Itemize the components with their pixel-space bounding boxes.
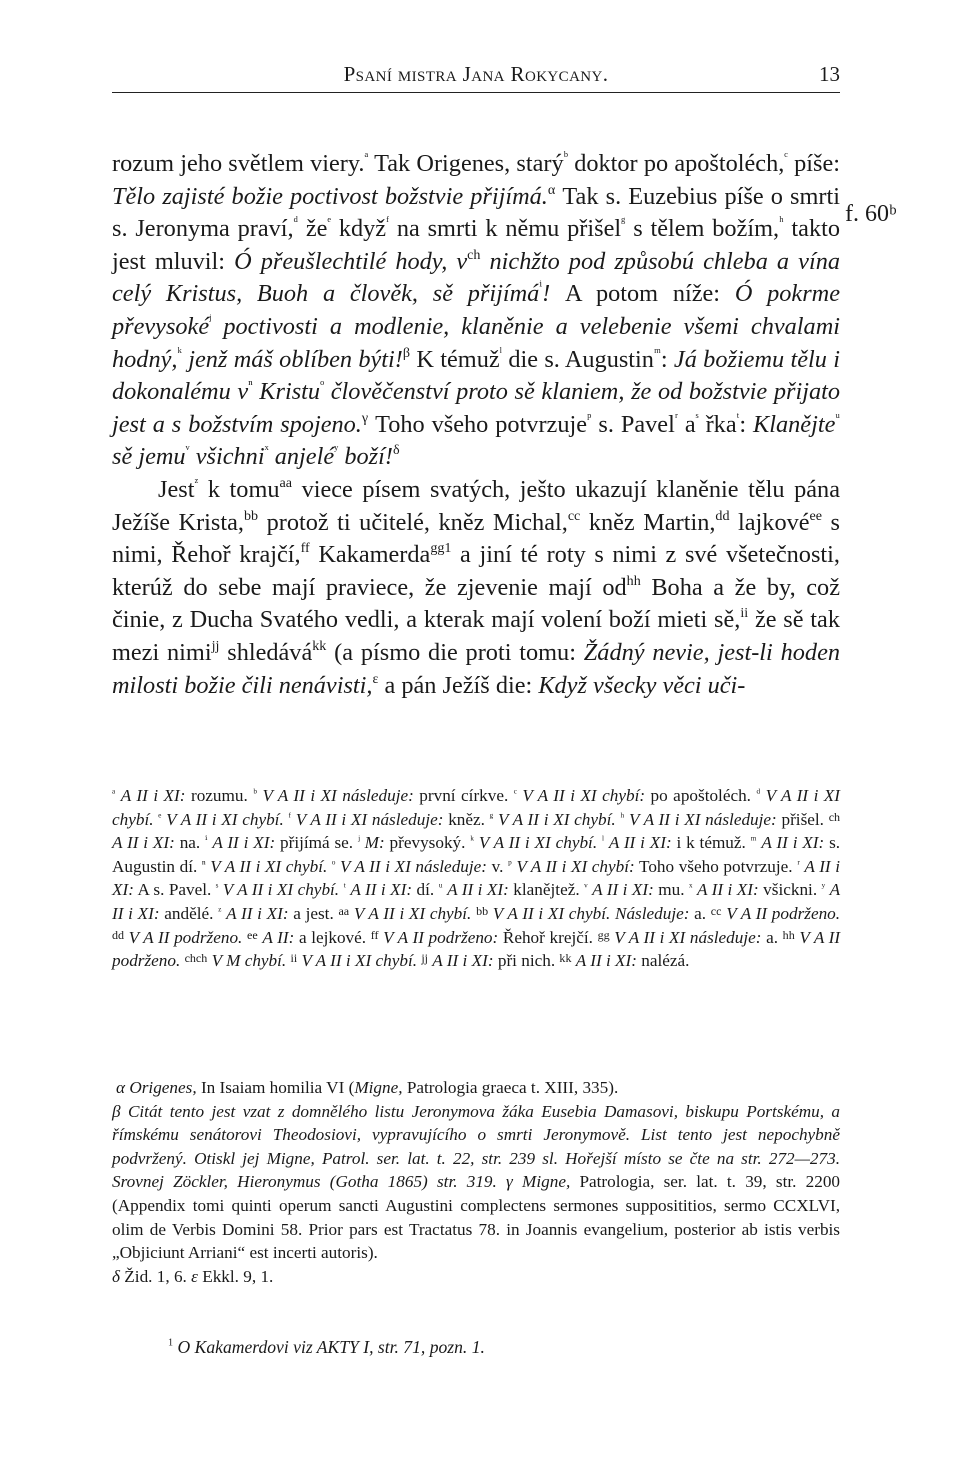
variant-siglum: A II i XI: — [120, 786, 186, 805]
variant-reading: i k témuž. — [671, 833, 751, 853]
footnote-text: O Kakamerdovi viz AKTY I, str. 71, pozn. 1. — [177, 1337, 485, 1357]
variant-reading: rozumu. — [185, 786, 254, 805]
variant-mark: ᵒ — [331, 856, 336, 871]
variant-mark: ʸ — [821, 880, 826, 895]
text: Jest — [158, 475, 195, 503]
note-mark: ᵒ — [320, 377, 325, 394]
running-header — [112, 62, 840, 93]
variant-mark: ff — [370, 927, 379, 942]
text: řka — [698, 410, 737, 438]
quote: Žádný nevie, jest-li hoden milosti božie čili nenávisti, — [112, 638, 841, 699]
comment-mark: γ — [506, 1172, 513, 1192]
variant-siglum: V A II i XI chybí. — [353, 903, 472, 923]
note-mark: ᵇ — [563, 148, 568, 165]
note-mark: ʲ — [209, 311, 212, 328]
variant-reading: při nich. — [493, 951, 560, 971]
variant-mark: ee — [246, 927, 258, 942]
text: a — [677, 410, 696, 438]
quote: Tělo zajisté božie poctivost božstvie přijímá. — [112, 182, 548, 210]
variant-reading: a jest. — [288, 903, 339, 923]
quote: nichžto pod způsobú chleba a vína celý Kristus, Buoh a člověk, sě přijímá — [112, 247, 840, 308]
note-mark: ˢ — [695, 409, 699, 426]
variant-reading: a. — [761, 927, 783, 947]
variant-reading: převysoký. — [384, 833, 471, 853]
comment-mark: ε — [191, 1266, 198, 1286]
note-mark: ᶻ — [194, 474, 199, 491]
main-text — [112, 148, 840, 702]
variant-mark: ᵘ — [438, 880, 443, 895]
comment-mark: δ — [392, 442, 400, 459]
variant-siglum: V A II podrženo. — [128, 927, 243, 947]
variant-mark: ⁱ — [205, 832, 208, 847]
variant-siglum: A II i XI: — [226, 903, 289, 923]
variant-mark: aa — [338, 903, 350, 918]
variant-mark: ˢ — [215, 880, 219, 895]
comment-mark: γ — [361, 409, 369, 426]
variant-siglum: V A II i XI následuje: — [339, 856, 488, 876]
text: a pán Ježíš die: — [378, 671, 539, 699]
comment-author: Migne, — [354, 1078, 403, 1097]
variant-siglum: V A II i XI následuje: — [629, 809, 777, 829]
quote: Ó pokrme převysoké — [112, 280, 840, 340]
variant-mark: jj — [421, 950, 428, 965]
variant-siglum: A II i XI: — [575, 951, 637, 971]
text: Tak Origenes, starý — [374, 150, 564, 177]
quote: boží! — [338, 443, 393, 471]
variant-siglum: A II i XI: — [592, 880, 654, 900]
variant-mark: hh — [782, 927, 795, 942]
comment-text: Patrologia graeca t. XIII, 335). — [402, 1078, 619, 1097]
variant-reading: v. — [487, 856, 508, 876]
note-mark: ˡ — [499, 344, 502, 361]
variant-siglum: V M chybí. — [211, 951, 287, 971]
note-mark: ˣ — [264, 442, 269, 459]
footnote-1 — [112, 1335, 840, 1359]
note-mark: ʳ — [674, 409, 678, 426]
variant-mark: ᵐ — [750, 832, 757, 847]
note-mark: ee — [809, 507, 823, 524]
variant-siglum: A II i XI: — [212, 833, 276, 853]
note-mark: dd — [715, 507, 730, 524]
variant-mark: ᶠ — [288, 809, 291, 824]
variant-mark: ˣ — [689, 880, 693, 895]
note-mark: ᵐ — [653, 344, 661, 361]
variant-mark: bb — [476, 903, 489, 918]
note-mark: ch — [467, 246, 481, 263]
variant-siglum: V A II i XI následuje: — [295, 809, 444, 829]
variant-siglum: A II i XI: — [112, 833, 175, 853]
variant-siglum: A II i XI: — [447, 880, 509, 900]
comment-mark: α — [547, 181, 556, 198]
variant-mark: ʳ — [797, 856, 800, 871]
quote: sě jemu — [112, 443, 186, 471]
comment-author: Migne, — [512, 1172, 571, 1192]
paragraph-1 — [112, 148, 840, 474]
quote: Klaněјte — [753, 410, 836, 438]
note-mark: ᵖ — [587, 409, 592, 426]
text: die s. Augustin — [502, 345, 654, 373]
quote: anjelé — [268, 443, 335, 471]
text: Toho všeho potvrzuje — [368, 410, 588, 438]
variant-reading: Toho všeho potvrzuje. — [634, 856, 798, 876]
note-mark: ʰ — [779, 214, 784, 231]
variant-siglum: A II i XI: — [112, 880, 841, 923]
variant-siglum: A II i XI: — [350, 880, 413, 900]
comment-text: Patrologia, ser. lat. t. 39, str. 2200 (Appendix tomi quinti operum sancti Augustini complectens sermones supposititios, sermo CCXLVI, olim de Verbis Domini 58. Prior pars est Tractatus 78. in Joannis evangelium, posterior ab istis verbis „Objiciunt Arriani“ est incerti autoris). — [112, 1172, 841, 1263]
variant-siglum: M: — [364, 833, 385, 853]
variant-mark: ᵇ — [253, 785, 257, 800]
variant-mark: ch — [828, 809, 841, 824]
note-mark: ᶜ — [784, 148, 788, 165]
variant-siglum: V A II i XI chybí. — [222, 880, 340, 900]
variant-reading: andělé. — [159, 903, 219, 923]
paragraph-2 — [112, 474, 840, 702]
text: doktor po apoštoléch, — [574, 150, 785, 177]
comment-beta-gamma — [112, 1100, 840, 1265]
text: Tak s. Euzebius píše o smrti s. Jeronyma praví, — [112, 182, 840, 243]
text: že sě tak mezi nimi — [112, 606, 840, 666]
comment-mark: α — [116, 1078, 126, 1097]
variant-mark: ᵖ — [507, 856, 512, 871]
variant-reading: všickni. — [758, 880, 822, 900]
text: kněz Martin, — [580, 508, 716, 536]
margin-folio-note: f. 60ᵇ — [845, 201, 897, 227]
quote: Kristu — [252, 378, 321, 406]
variant-mark: ᵃ — [112, 785, 116, 800]
variant-siglum: V A II podrženo. — [726, 903, 841, 923]
variant-siglum: V A II i XI chybí. — [112, 786, 841, 829]
variant-mark: ᵍ — [489, 809, 494, 824]
note-mark: cc — [567, 507, 581, 524]
variant-siglum: A II i XI: — [608, 833, 672, 853]
variant-siglum: V A II i XI chybí. — [498, 809, 616, 829]
note-mark: gg1 — [430, 539, 452, 556]
text: rozum jeho světlem viery. — [112, 150, 365, 177]
comment-text: In Isaiam homilia VI ( — [196, 1078, 355, 1097]
text: že — [298, 215, 328, 243]
text: (a písmo die proti tomu: — [326, 638, 584, 666]
variant-reading: s. Augustin dí. — [112, 833, 841, 876]
variant-mark: dd — [112, 927, 125, 942]
commentary-notes — [112, 1076, 840, 1288]
note-mark: aa — [279, 474, 293, 491]
text: s nimi, Řehoř krajčí, — [112, 508, 841, 569]
note-mark: ᵘ — [835, 409, 840, 426]
variant-reading: a. — [689, 903, 711, 923]
text: shledává — [219, 638, 313, 666]
variant-mark: ᵈ — [756, 785, 761, 800]
text: : — [660, 345, 674, 373]
variant-siglum: V A II i XI chybí. — [166, 809, 284, 829]
comment-text: Žid. 1, 6. — [120, 1266, 192, 1286]
comment-text: Ekkl. 9, 1. — [197, 1266, 274, 1286]
comment-mark: β — [112, 1101, 121, 1121]
variant-mark: ᵉ — [158, 809, 162, 824]
quote: poctivosti a modlenie, klaněnie a velebenie všemi chvalami hodný, — [112, 312, 840, 373]
textual-variants — [112, 784, 840, 973]
running-title: Psaní mistra Jana Rokycany. — [343, 62, 609, 86]
text: viece písem svatých, ješto ukazují klaněnie tělu pána Ježíše Krista, — [112, 475, 840, 536]
text: s. Pavel — [591, 410, 675, 438]
text: takto jest mluvil: — [112, 215, 841, 275]
note-mark: hh — [626, 572, 641, 589]
text: : — [739, 410, 754, 438]
page-number: 13 — [819, 62, 840, 86]
variant-siglum: V A II i XI chybí: — [522, 786, 646, 805]
variant-siglum: V A II podrženo: — [383, 927, 499, 947]
note-mark: ᶠ — [386, 214, 390, 231]
variant-reading: A s. Pavel. — [133, 880, 216, 900]
text: na smrti k němu přišel — [389, 215, 622, 243]
variant-siglum: A II i XI: — [432, 951, 494, 971]
quote: Když všecky věci uči- — [538, 671, 746, 699]
note-mark: ᵛ — [185, 442, 190, 459]
text: píše: — [787, 150, 840, 177]
note-mark: ᵗ — [736, 409, 740, 426]
note-mark: ᵉ — [327, 214, 332, 231]
variant-mark: ii — [290, 950, 298, 965]
quote: Ó přeušlechtilé hody, v — [234, 247, 468, 275]
variant-siglum: V A II i XI chybí: — [516, 856, 635, 876]
comment-alpha — [112, 1076, 840, 1100]
text: k tomu — [198, 475, 280, 503]
text: protož ti učitelé, kněz Michal, — [258, 508, 568, 536]
variant-reading: přišel. — [776, 809, 829, 829]
variant-reading: dí. — [412, 880, 439, 900]
variant-mark: ⁿ — [201, 856, 206, 871]
variant-siglum: V A II i XI chybí. — [210, 856, 328, 876]
note-mark: ᵈ — [293, 214, 299, 231]
note-mark: kk — [312, 637, 327, 654]
note-mark: ᵃ — [364, 148, 369, 165]
quote: člověčenství proto sě klaniem, že od božstvie přijato jest a s božstvím spojeno. — [112, 378, 840, 438]
text: s tělem božím, — [625, 215, 780, 243]
footnote-mark: 1 — [168, 1337, 174, 1349]
variant-siglum: A II i XI: — [112, 856, 841, 900]
variant-reading: mu. — [653, 880, 690, 900]
note-mark: ⁿ — [248, 377, 253, 394]
text: Boha a že by, což činie, z Ducha Svatého vedli, a kterak mají volení boží mieti sě, — [112, 573, 840, 634]
text: K témuž — [410, 345, 500, 373]
variant-mark: kk — [559, 950, 572, 965]
text: lajkové — [729, 508, 810, 536]
space — [497, 1172, 506, 1191]
variant-reading: a lejkové. — [294, 927, 371, 947]
variant-siglum: V A II i XI chybí. Následuje: — [492, 903, 690, 923]
comment-mark: δ — [112, 1266, 120, 1286]
variant-reading: na. — [174, 833, 206, 853]
note-mark: ff — [300, 539, 310, 556]
variant-reading: Řehoř krejčí. — [498, 927, 598, 947]
text: A potom níže: — [565, 280, 735, 308]
variant-reading: kněz. — [443, 809, 490, 829]
comment-mark: ε — [372, 670, 379, 687]
variant-siglum: A II: — [262, 927, 295, 947]
note-mark: ⁱ — [539, 279, 543, 296]
variant-siglum: A II i XI: — [761, 833, 825, 853]
variant-mark: ᵏ — [470, 832, 475, 847]
variant-mark: chch — [184, 950, 208, 965]
note-mark: ᵏ — [177, 344, 182, 361]
text: když — [331, 215, 387, 243]
variant-mark: gg — [597, 927, 610, 942]
variant-siglum: V A II i XI chybí. — [478, 833, 598, 853]
variant-mark: ˡ — [601, 832, 604, 847]
variant-siglum: V A II i XI následuje: — [262, 786, 414, 805]
note-mark: ᵍ — [621, 214, 626, 231]
note-mark: ii — [740, 605, 749, 622]
note-mark: bb — [243, 507, 259, 524]
text: Kakamerda — [309, 541, 431, 569]
variant-mark: cc — [710, 903, 722, 918]
variant-mark: ᵛ — [584, 880, 588, 895]
quote: jenž máš oblíben býti! — [181, 345, 403, 373]
quote: Já božiemu tělu i dokonalému v — [112, 345, 840, 406]
variant-reading: přijímá se. — [275, 833, 358, 853]
variants-paragraph — [112, 784, 840, 973]
comment-mark: β — [402, 344, 411, 361]
variant-mark: ʰ — [620, 809, 625, 824]
comment-author: Origenes, — [125, 1078, 197, 1097]
variant-siglum: V A II i XI následuje: — [614, 927, 762, 947]
note-mark: ʸ — [334, 442, 339, 459]
variant-reading: klaněјtež. — [508, 880, 585, 900]
comment-delta-epsilon — [112, 1265, 840, 1289]
footnote — [112, 1335, 840, 1359]
variant-mark: ᶻ — [218, 903, 222, 918]
comment-text: Citát tento jest vzat z domnělého listu Jeronymova žáka Eusebia Damasovi, biskupu Portskému, a římskému senátorovi Theodosiovi, vypravujícího o smrti Jeronymově. List tento jest nepochybně podvržený. Otiskl jej Migne, Patrol. ser. lat. t. 22, str. 239 sl. Hořejší místo se čte na str. 272—273. Srovnej Zöckler, Hieronymus (Gotha 1865) str. 319. — [112, 1101, 840, 1192]
variant-siglum: V A II i XI chybí. — [301, 951, 418, 971]
variant-siglum: A II i XI: — [696, 880, 759, 900]
variant-reading: první církve. — [413, 786, 514, 805]
quote: všichni — [189, 443, 265, 471]
variant-mark: ʲ — [357, 832, 360, 847]
note-mark: jj — [211, 637, 220, 654]
variant-mark: ᶜ — [513, 785, 517, 800]
variant-siglum: V A II podrženo. — [112, 927, 841, 971]
quote: ! — [542, 280, 565, 308]
variant-mark: ᵗ — [343, 880, 346, 895]
text: a jiní té roty s nimi z své všetečnosti, kterúž do sebe mají praviece, že zjevenie mají od — [112, 541, 840, 601]
variant-reading: po apoštoléch. — [645, 786, 757, 805]
variant-reading: nalézá. — [637, 951, 690, 971]
